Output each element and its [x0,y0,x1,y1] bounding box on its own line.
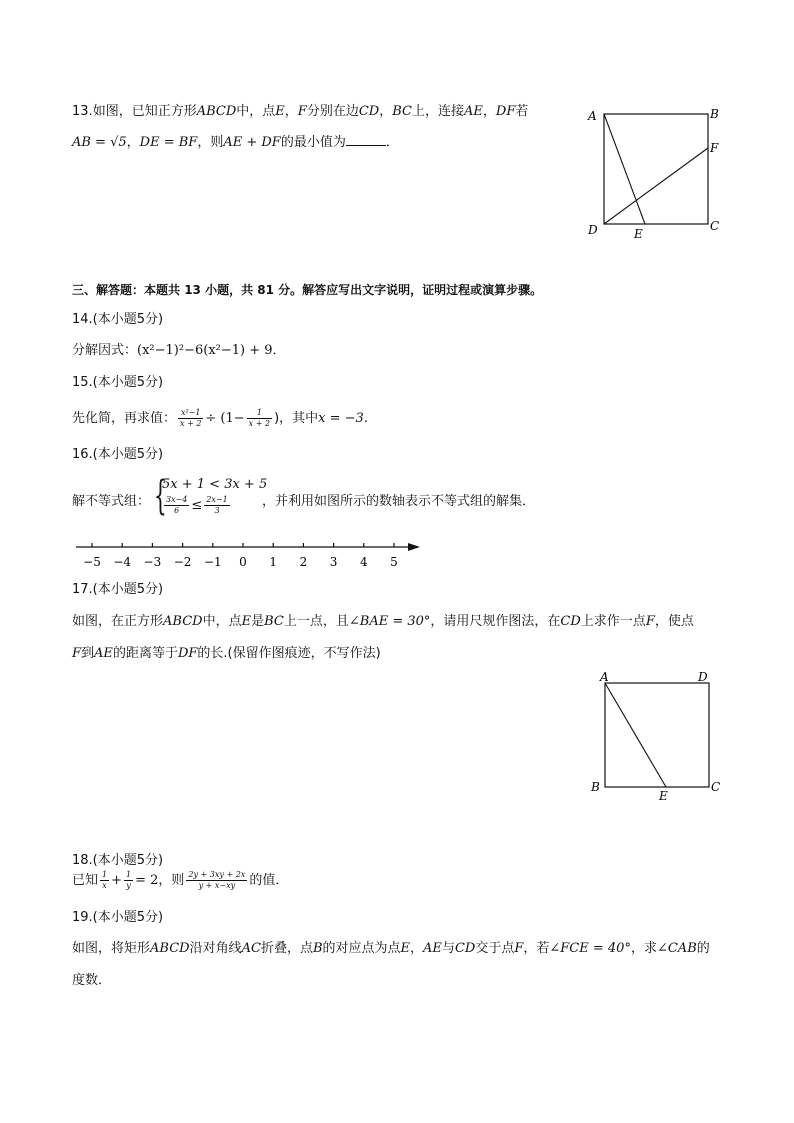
axis-tick-label: 2 [299,555,308,569]
q13-square [604,114,708,224]
q17-line2: F到AE的距离等于DF的长.(保留作图痕迹，不写作法) [72,646,381,661]
q17-label-e: E [659,789,668,803]
q16-inequality-1: 5x + 1 < 3x + 5 [162,477,268,492]
q19-header: 19.(本小题5分) [72,910,164,925]
section3-heading: 三、解答题：本题共 13 小题，共 81 分。解答应写出文字说明，证明过程或演算步骤。 [72,283,543,297]
q17-label-a: A [600,670,609,684]
q16-system-brace: { [154,473,167,519]
axis-tick-label: 5 [390,555,398,569]
q14-header: 14.(本小题5分) [72,312,164,327]
q16-label: 解不等式组： [72,494,151,509]
q13-label-b: B [710,107,719,121]
q15-body: 先化简，再求值： $\frac{\text{x²−1}}{x + 2}$ ÷ (1− $\frac{1}{x + 2}$ )，其中x = −3． [72,408,377,428]
q13-line1: 13.如图，已知正方形ABCD中，点E，F分别在边CD，BC上，连接AE，DF若 [72,104,529,119]
axis-tick-label: 1 [269,555,278,569]
q13-segment-ae [604,114,645,224]
q18-body: 已知 $\frac{1}{x}$ + $\frac{1}{y}$ = 2，则 $\frac{2y + 3xy + 2x}{y + x-xy}$ 的值． [72,870,289,890]
axis-tick-label: 4 [359,555,368,569]
q19-line2: 度数． [72,973,112,988]
q15-header: 15.(本小题5分) [72,375,164,390]
q17-segment-ae [605,683,666,787]
q16-inequality-2: $\frac{3x-4}{6}$ ≤ $\frac{2x-1}{3}$ [166,495,228,515]
axis-arrow [408,543,420,551]
q13-label-a: A [588,109,597,123]
q16-tail: ，并利用如图所示的数轴表示不等式组的解集． [262,494,536,509]
q13-square-figure [580,100,730,245]
q18-header: 18.(本小题5分) [72,853,164,868]
axis-tick-label: −5 [83,555,101,569]
q17-label-c: C [711,780,721,794]
answer-blank[interactable] [346,133,386,146]
q15-fraction-2: $\frac{1}{x + 2}$ [248,408,271,428]
q17-line1: 如图，在正方形ABCD中，点E是BC上一点，且∠BAE = 30°，请用尺规作图法，在CD上求作一点F，使点 [72,614,694,629]
q15-fraction-1: $\frac{\text{x²−1}}{x + 2}$ [180,408,202,428]
q13-line2: AB = √5，DE = BF，则AE + DF的最小值为 ． [72,135,399,150]
q19-line1: 如图，将矩形ABCD沿对角线AC折叠，点B的对应点为点E，AE与CD交于点F，若∠FCE = 40°，求∠CAB的 [72,941,710,956]
q17-label-d: D [698,670,708,684]
axis-tick-label: −3 [143,555,162,569]
axis-tick-label: 0 [239,555,247,569]
q17-square-figure [585,668,735,808]
q13-label-d: D [588,223,598,237]
q17-header: 17.(本小题5分) [72,582,164,597]
q16-header: 16.(本小题5分) [72,447,164,462]
axis-tick-label: 3 [329,555,338,569]
q14-body: 分解因式：(x²−1)²−6(x²−1) + 9． [72,343,286,358]
q13-label-c: C [710,219,720,233]
q13-label-e: E [634,227,643,241]
axis-tick-label: −2 [173,555,192,569]
q16-number-line [72,536,432,572]
axis-tick-label: −1 [203,555,222,569]
q17-label-b: B [591,780,600,794]
q13-label-f: F [710,141,719,155]
q13-segment-df [604,148,708,224]
axis-tick-label: −4 [113,555,132,569]
